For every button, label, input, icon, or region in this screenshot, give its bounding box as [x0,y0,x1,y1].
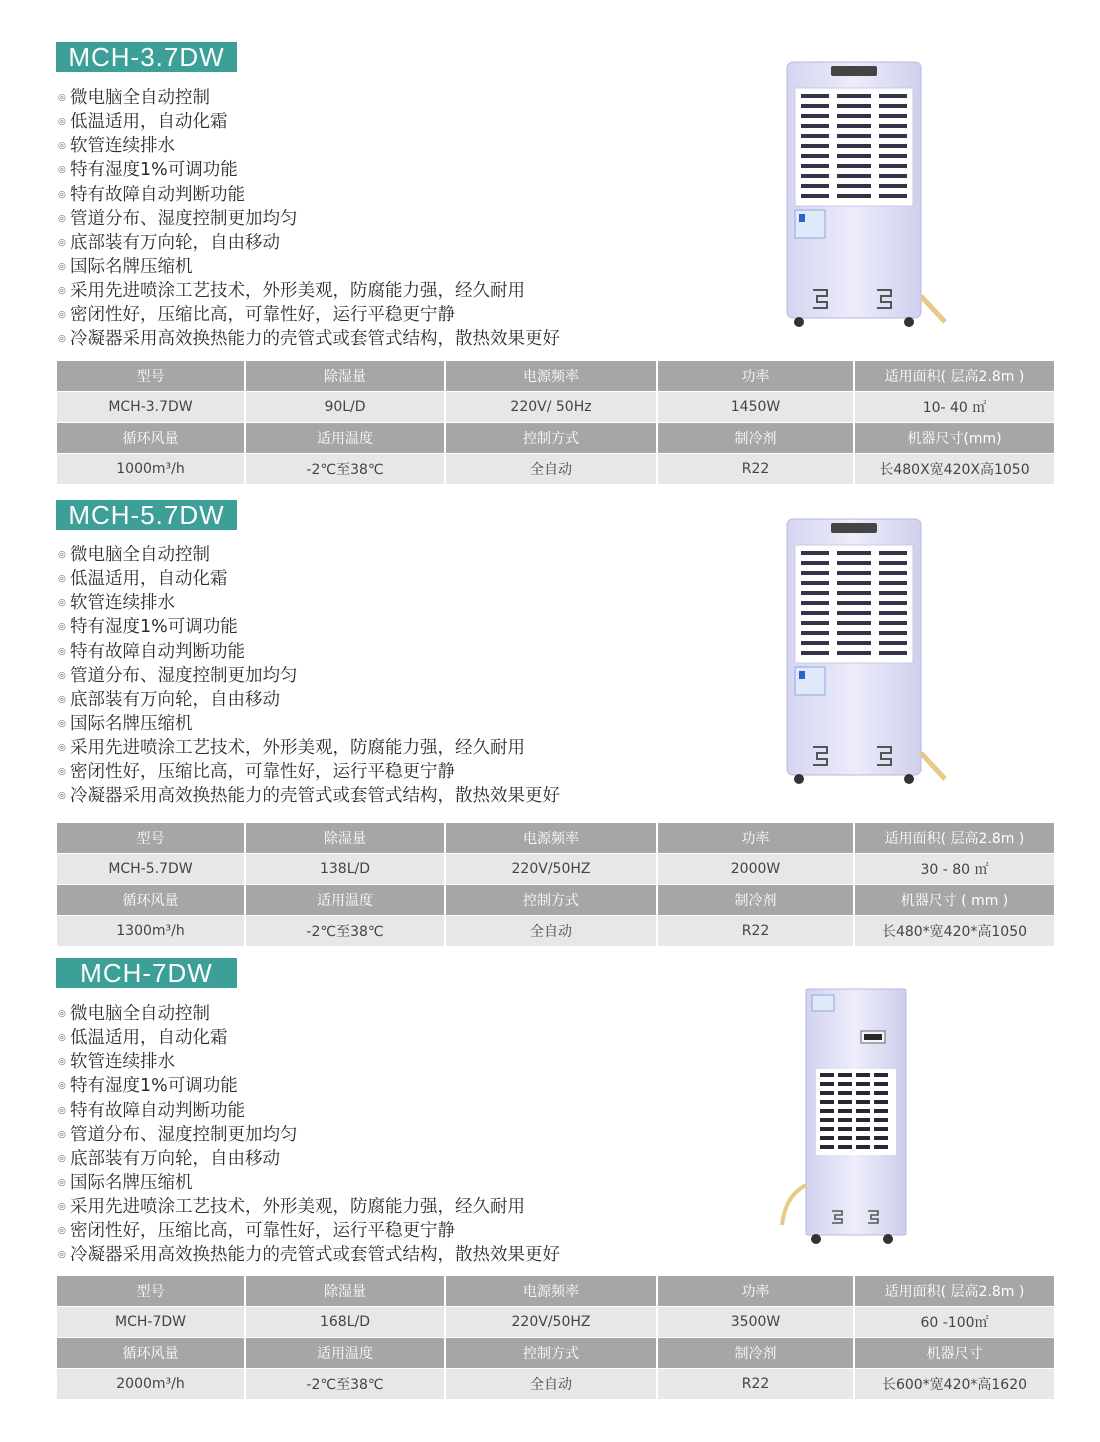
table-cell: 型号 [57,1276,245,1307]
table-cell: 控制方式 [445,1338,657,1369]
table-cell: 循环风量 [57,1338,245,1369]
dehumidifier-image [775,515,955,793]
feature-item: ◎ 采用先进喷涂工艺技术，外形美观，防腐能力强，经久耐用 [58,1195,560,1219]
feature-item: ◎ 软管连续排水 [58,1050,560,1074]
table-cell: 功率 [657,1276,854,1307]
bullet-icon: ◎ [58,1202,66,1213]
table-cell: 适用面积( 层高2.8m ) [854,361,1054,392]
model-title: MCH-3.7DW [56,42,237,72]
table-cell: 电源频率 [445,1276,657,1307]
table-cell: 控制方式 [445,885,657,916]
table-cell: 全自动 [445,454,657,485]
table-cell: -2℃至38℃ [245,916,445,947]
table-cell: 长480X宽420X高1050 [854,454,1054,485]
table-row [57,1338,1054,1369]
table-cell: 3500W [657,1307,854,1338]
feature-item: ◎ 微电脑全自动控制 [58,543,560,567]
bullet-icon: ◎ [58,1153,66,1164]
table-cell: MCH-3.7DW [57,392,245,423]
table-cell: 全自动 [445,916,657,947]
table-row [57,1307,1054,1338]
table-cell: -2℃至38℃ [245,454,445,485]
feature-item: ◎ 国际名牌压缩机 [58,1171,560,1195]
table-cell: 机器尺寸(mm) [854,423,1054,454]
feature-list [58,86,560,352]
table-cell: 功率 [657,361,854,392]
bullet-icon: ◎ [58,574,66,585]
table-cell: 型号 [57,823,245,854]
bullet-icon: ◎ [58,670,66,681]
bullet-icon: ◎ [58,1033,66,1044]
bullet-icon: ◎ [58,598,66,609]
table-cell: 除湿量 [245,1276,445,1307]
feature-item: ◎ 底部装有万向轮，自由移动 [58,1147,560,1171]
feature-item: ◎ 特有故障自动判断功能 [58,1099,560,1123]
bullet-icon: ◎ [58,1250,66,1261]
bullet-icon: ◎ [58,646,66,657]
table-row [57,823,1054,854]
bullet-icon: ◎ [58,767,66,778]
table-cell: 10- 40 ㎡ [854,392,1054,423]
table-cell: 功率 [657,823,854,854]
bullet-icon: ◎ [58,165,66,176]
table-cell: 适用温度 [245,885,445,916]
feature-item: ◎ 软管连续排水 [58,134,560,158]
table-cell: 除湿量 [245,823,445,854]
table-cell: 2000m³/h [57,1369,245,1400]
feature-item: ◎ 低温适用，自动化霜 [58,567,560,591]
bullet-icon: ◎ [58,286,66,297]
bullet-icon: ◎ [58,1129,66,1140]
table-cell: 138L/D [245,854,445,885]
feature-item: ◎ 管道分布、湿度控制更加均匀 [58,1123,560,1147]
bullet-icon: ◎ [58,1226,66,1237]
feature-item: ◎ 特有湿度1%可调功能 [58,615,560,639]
bullet-icon: ◎ [58,1105,66,1116]
feature-item: ◎ 国际名牌压缩机 [58,712,560,736]
bullet-icon: ◎ [58,1081,66,1092]
bullet-icon: ◎ [58,718,66,729]
model-title: MCH-7DW [56,958,237,988]
table-cell: 220V/ 50Hz [445,392,657,423]
bullet-icon: ◎ [58,213,66,224]
table-cell: -2℃至38℃ [245,1369,445,1400]
feature-list [58,543,560,809]
table-cell: MCH-7DW [57,1307,245,1338]
feature-item: ◎ 低温适用，自动化霜 [58,1026,560,1050]
table-cell: 电源频率 [445,361,657,392]
table-cell: 长600*宽420*高1620 [854,1369,1054,1400]
table-cell: 1300m³/h [57,916,245,947]
table-cell: 220V/50HZ [445,854,657,885]
table-cell: 90L/D [245,392,445,423]
feature-item: ◎ 管道分布、湿度控制更加均匀 [58,664,560,688]
bullet-icon: ◎ [58,1177,66,1188]
table-cell: 循环风量 [57,885,245,916]
bullet-icon: ◎ [58,334,66,345]
feature-item: ◎ 特有故障自动判断功能 [58,183,560,207]
bullet-icon: ◎ [58,117,66,128]
table-row [57,392,1054,423]
table-row [57,423,1054,454]
feature-item: ◎ 管道分布、湿度控制更加均匀 [58,207,560,231]
table-cell: R22 [657,1369,854,1400]
table-cell: 控制方式 [445,423,657,454]
table-cell: 机器尺寸 [854,1338,1054,1369]
table-cell: R22 [657,454,854,485]
spec-table [57,823,1054,947]
table-cell: 2000W [657,854,854,885]
table-cell: 适用温度 [245,423,445,454]
bullet-icon: ◎ [58,261,66,272]
table-cell: 适用面积( 层高2.8m ) [854,823,1054,854]
feature-item: ◎ 密闭性好，压缩比高，可靠性好，运行平稳更宁静 [58,1219,560,1243]
dehumidifier-image [778,985,918,1250]
table-cell: 机器尺寸 ( mm ) [854,885,1054,916]
feature-item: ◎ 密闭性好，压缩比高，可靠性好，运行平稳更宁静 [58,760,560,784]
bullet-icon: ◎ [58,1057,66,1068]
feature-list [58,1002,560,1268]
table-row [57,854,1054,885]
bullet-icon: ◎ [58,791,66,802]
feature-item: ◎ 特有湿度1%可调功能 [58,158,560,182]
dehumidifier-image [775,58,955,336]
feature-item: ◎ 冷凝器采用高效换热能力的壳管式或套管式结构，散热效果更好 [58,1243,560,1267]
table-cell: 适用面积( 层高2.8m ) [854,1276,1054,1307]
bullet-icon: ◎ [58,694,66,705]
feature-item: ◎ 密闭性好，压缩比高，可靠性好，运行平稳更宁静 [58,303,560,327]
table-cell: R22 [657,916,854,947]
bullet-icon: ◎ [58,310,66,321]
table-cell: 全自动 [445,1369,657,1400]
table-row [57,454,1054,485]
feature-item: ◎ 微电脑全自动控制 [58,1002,560,1026]
table-cell: 制冷剂 [657,423,854,454]
feature-item: ◎ 底部装有万向轮，自由移动 [58,231,560,255]
bullet-icon: ◎ [58,189,66,200]
bullet-icon: ◎ [58,141,66,152]
table-cell: 30 - 80 ㎡ [854,854,1054,885]
bullet-icon: ◎ [58,1009,66,1019]
model-title: MCH-5.7DW [56,500,237,530]
feature-item: ◎ 特有故障自动判断功能 [58,640,560,664]
table-row [57,885,1054,916]
table-row [57,916,1054,947]
feature-item: ◎ 冷凝器采用高效换热能力的壳管式或套管式结构，散热效果更好 [58,327,560,351]
feature-item: ◎ 低温适用，自动化霜 [58,110,560,134]
bullet-icon: ◎ [58,550,66,560]
table-cell: 制冷剂 [657,1338,854,1369]
feature-item: ◎ 冷凝器采用高效换热能力的壳管式或套管式结构，散热效果更好 [58,784,560,808]
table-row [57,361,1054,392]
table-cell: 循环风量 [57,423,245,454]
bullet-icon: ◎ [58,93,66,103]
feature-item: ◎ 国际名牌压缩机 [58,255,560,279]
bullet-icon: ◎ [58,743,66,754]
bullet-icon: ◎ [58,622,66,633]
table-cell: 168L/D [245,1307,445,1338]
table-cell: 适用温度 [245,1338,445,1369]
feature-item: ◎ 底部装有万向轮，自由移动 [58,688,560,712]
table-cell: 1450W [657,392,854,423]
table-cell: 长480*宽420*高1050 [854,916,1054,947]
table-cell: 电源频率 [445,823,657,854]
feature-item: ◎ 微电脑全自动控制 [58,86,560,110]
table-cell: 除湿量 [245,361,445,392]
bullet-icon: ◎ [58,237,66,248]
table-cell: MCH-5.7DW [57,854,245,885]
spec-table [57,361,1054,485]
table-row [57,1276,1054,1307]
spec-table [57,1276,1054,1400]
table-cell: 220V/50HZ [445,1307,657,1338]
feature-item: ◎ 特有湿度1%可调功能 [58,1074,560,1098]
feature-item: ◎ 采用先进喷涂工艺技术，外形美观，防腐能力强，经久耐用 [58,736,560,760]
table-cell: 1000m³/h [57,454,245,485]
table-cell: 型号 [57,361,245,392]
table-cell: 制冷剂 [657,885,854,916]
feature-item: ◎ 采用先进喷涂工艺技术，外形美观，防腐能力强，经久耐用 [58,279,560,303]
table-row [57,1369,1054,1400]
feature-item: ◎ 软管连续排水 [58,591,560,615]
table-cell: 60 -100㎡ [854,1307,1054,1338]
